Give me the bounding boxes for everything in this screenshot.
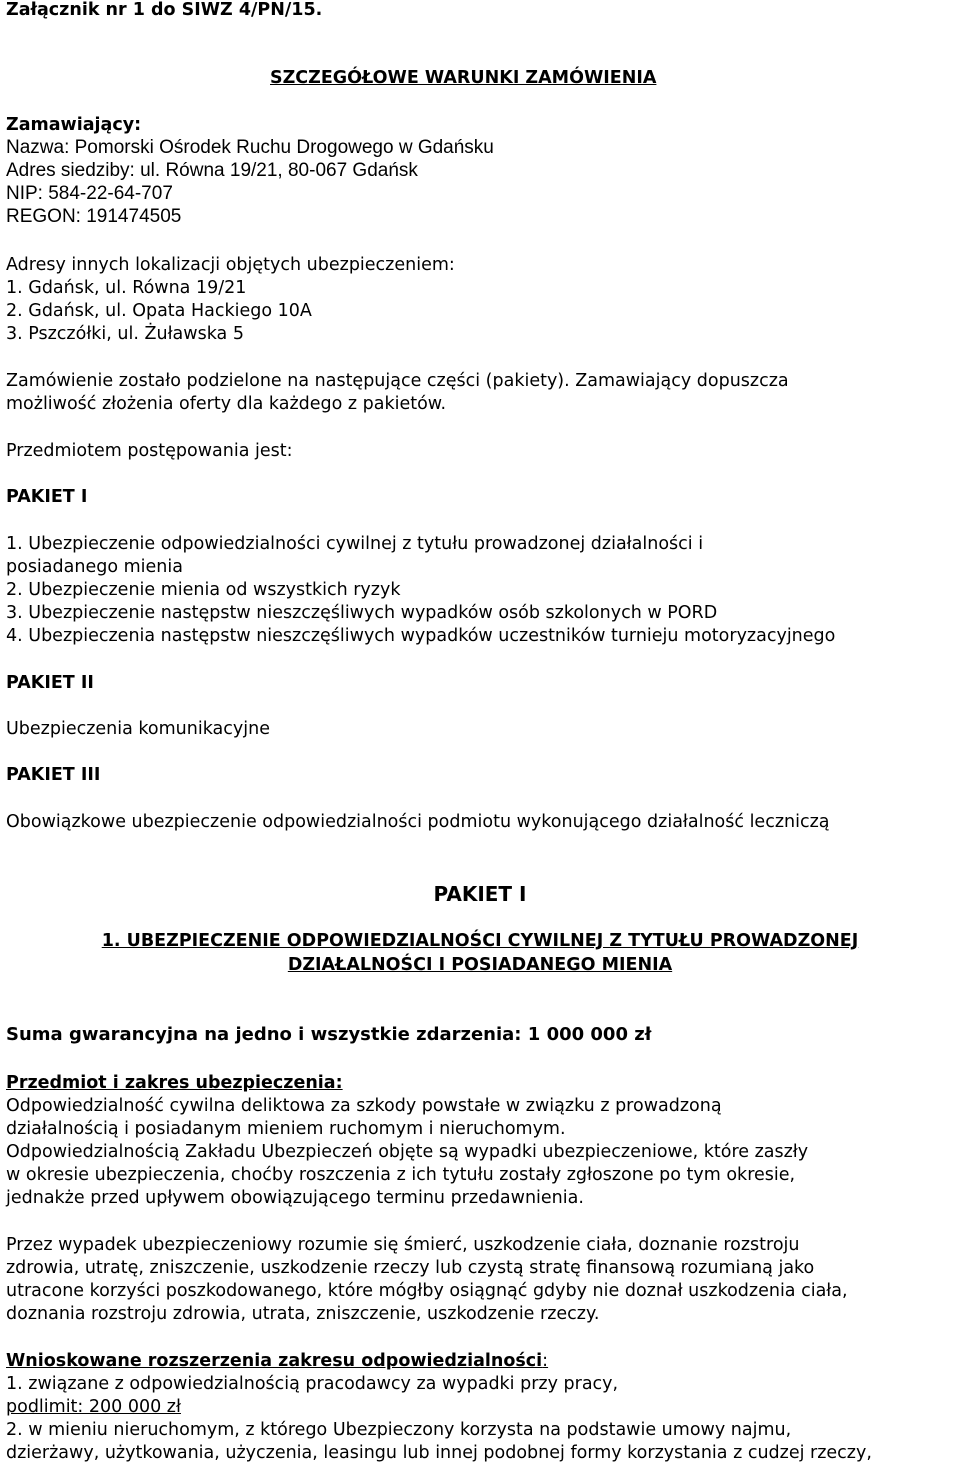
scope-line: Odpowiedzialność cywilna deliktowa za szkody powstałe w związku z prowadzoną bbox=[6, 1096, 722, 1116]
orderer-address: Adres siedziby: ul. Równa 19/21, 80-067 Gdańsk bbox=[6, 160, 418, 181]
extension-item: 2. w mieniu nieruchomym, z którego Ubezpieczony korzysta na podstawie umowy najmu, bbox=[6, 1420, 792, 1440]
location-item: 2. Gdańsk, ul. Opata Hackiego 10A bbox=[6, 301, 312, 321]
division-text: Zamówienie zostało podzielone na następujące części (pakiety). Zamawiający dopuszcza bbox=[6, 371, 789, 391]
extension-item: 1. związane z odpowiedzialnością pracodawcy za wypadki przy pracy, bbox=[6, 1374, 619, 1394]
scope-line: Odpowiedzialnością Zakładu Ubezpieczeń objęte są wypadki ubezpieczeniowe, które zaszły bbox=[6, 1142, 809, 1162]
extension-item: dzierżawy, użytkowania, użyczenia, leasingu lub innej podobnej formy korzystania z cudzej rzeczy, bbox=[6, 1443, 872, 1463]
package-2-text: Ubezpieczenia komunikacyjne bbox=[6, 719, 270, 739]
scope-line: jednakże przed upływem obowiązującego terminu przedawnienia. bbox=[6, 1188, 584, 1208]
package-3-label: PAKIET III bbox=[6, 765, 101, 785]
guarantee-sum: Suma gwarancyjna na jedno i wszystkie zdarzenia: 1 000 000 zł bbox=[6, 1024, 652, 1045]
section-subheading: DZIAŁALNOŚCI I POSIADANEGO MIENIA bbox=[287, 955, 673, 975]
orderer-heading: Zamawiający: bbox=[6, 115, 142, 135]
package-3-text: Obowiązkowe ubezpieczenie odpowiedzialności podmiotu wykonującego działalność leczniczą bbox=[6, 812, 830, 832]
location-item: 1. Gdańsk, ul. Równa 19/21 bbox=[6, 278, 247, 298]
package-1-item: 1. Ubezpieczenie odpowiedzialności cywilnej z tytułu prowadzonej działalności i bbox=[6, 534, 704, 554]
accident-definition-line: utracone korzyści poszkodowanego, które mógłby osiągnąć gdyby nie doznał uszkodzenia ciała, bbox=[6, 1281, 848, 1301]
orderer-nip: NIP: 584-22-64-707 bbox=[6, 183, 173, 204]
location-item: 3. Pszczółki, ul. Żuławska 5 bbox=[6, 324, 244, 344]
package-1-item: posiadanego mienia bbox=[6, 557, 183, 577]
division-text: możliwość złożenia oferty dla każdego z pakietów. bbox=[6, 394, 447, 414]
subject-heading: Przedmiotem postępowania jest: bbox=[6, 441, 293, 461]
orderer-regon: REGON: 191474505 bbox=[6, 206, 182, 227]
extension-sublimit: podlimit: 200 000 zł bbox=[6, 1397, 181, 1417]
locations-heading: Adresy innych lokalizacji objętych ubezpieczeniem: bbox=[6, 255, 455, 275]
page-title: SZCZEGÓŁOWE WARUNKI ZAMÓWIENIA bbox=[270, 68, 657, 88]
accident-definition-line: Przez wypadek ubezpieczeniowy rozumie się śmierć, uszkodzenie ciała, doznanie rozstroju bbox=[6, 1235, 800, 1255]
package-1-label: PAKIET I bbox=[6, 487, 88, 507]
scope-line: działalnością i posiadanym mieniem ruchomym i nieruchomym. bbox=[6, 1119, 566, 1139]
section-heading: PAKIET I bbox=[433, 882, 527, 906]
annex-header: Załącznik nr 1 do SIWZ 4/PN/15. bbox=[6, 0, 323, 20]
section-subheading: 1. UBEZPIECZENIE ODPOWIEDZIALNOŚCI CYWILNEJ Z TYTUŁU PROWADZONEJ bbox=[101, 931, 859, 951]
accident-definition-line: zdrowia, utratę, zniszczenie, uszkodzenie rzeczy lub czystą stratę finansową rozumianą jako bbox=[6, 1258, 815, 1278]
package-2-label: PAKIET II bbox=[6, 673, 94, 693]
extensions-heading-row bbox=[6, 1350, 548, 1372]
package-1-item: 4. Ubezpieczenia następstw nieszczęśliwych wypadków uczestników turnieju motoryzacyjnego bbox=[6, 626, 836, 646]
extensions-heading-colon: : bbox=[542, 1351, 549, 1371]
scope-line: w okresie ubezpieczenia, choćby roszczenia z ich tytułu zostały zgłoszone po tym okresie, bbox=[6, 1165, 796, 1185]
extensions-heading: Wnioskowane rozszerzenia zakresu odpowiedzialności bbox=[6, 1351, 543, 1371]
package-1-item: 3. Ubezpieczenie następstw nieszczęśliwych wypadków osób szkolonych w PORD bbox=[6, 603, 718, 623]
orderer-name: Nazwa: Pomorski Ośrodek Ruchu Drogowego w Gdańsku bbox=[6, 137, 494, 158]
accident-definition-line: doznania rozstroju zdrowia, utrata, zniszczenie, uszkodzenie rzeczy. bbox=[6, 1304, 600, 1324]
scope-heading: Przedmiot i zakres ubezpieczenia: bbox=[6, 1073, 343, 1093]
package-1-item: 2. Ubezpieczenie mienia od wszystkich ryzyk bbox=[6, 580, 401, 600]
